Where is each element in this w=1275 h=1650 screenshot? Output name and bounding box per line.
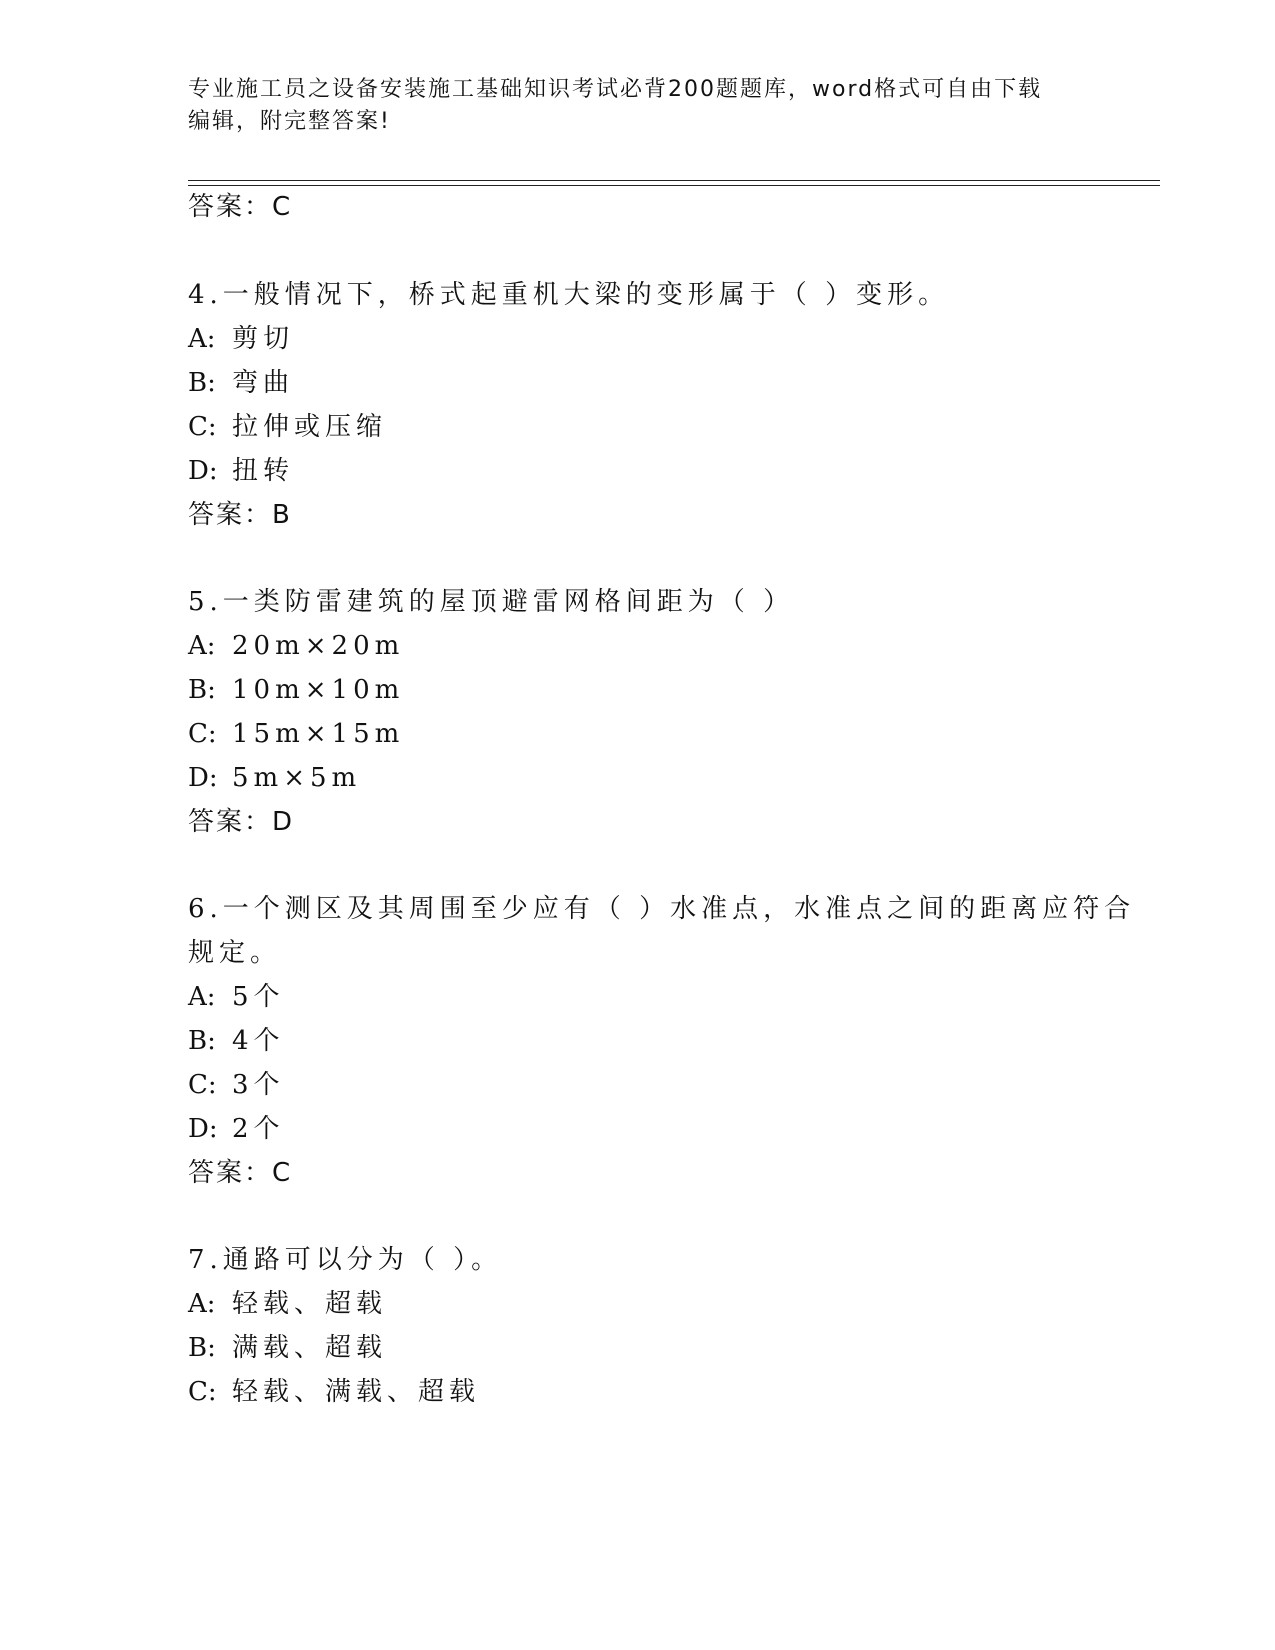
option-label: C: — [188, 719, 217, 749]
question-6-option-d — [188, 1112, 285, 1146]
question-5-option-d — [188, 761, 361, 795]
answer-q4: 答案：B — [188, 500, 292, 530]
option-label: D: — [188, 1114, 218, 1144]
option-text: 剪切 — [232, 324, 295, 354]
question-4-option-b — [188, 366, 294, 400]
header-line-1: 专业施工员之设备安装施工基础知识考试必背200题题库，word格式可自由下载 — [188, 77, 1043, 102]
question-5-option-b — [188, 673, 404, 707]
option-text: 5m×5m — [232, 763, 362, 793]
option-text: 10m×10m — [232, 675, 405, 705]
question-6-option-a — [188, 980, 285, 1014]
option-label: D: — [188, 763, 218, 793]
option-text: 轻载、满载、超载 — [232, 1377, 481, 1407]
option-text: 3个 — [232, 1070, 285, 1100]
question-7-stem: 7.通路可以分为（ ）。 — [188, 1245, 503, 1275]
option-label: A: — [188, 982, 216, 1012]
question-7-option-b — [188, 1331, 387, 1365]
option-text: 满载、超载 — [232, 1333, 388, 1363]
option-label: B: — [188, 675, 216, 705]
option-text: 弯曲 — [232, 368, 295, 398]
question-7-option-c — [188, 1375, 480, 1409]
option-text: 2个 — [232, 1114, 285, 1144]
document-header — [188, 74, 1088, 138]
answer-q6: 答案：C — [188, 1158, 293, 1188]
option-label: A: — [188, 1289, 216, 1319]
header-line-2: 编辑，附完整答案! — [188, 109, 391, 134]
question-4-stem: 4.一般情况下，桥式起重机大梁的变形属于（ ）变形。 — [188, 280, 950, 310]
option-text: 轻载、超载 — [232, 1289, 388, 1319]
option-text: 15m×15m — [232, 719, 405, 749]
option-text: 4个 — [232, 1026, 285, 1056]
option-text: 5个 — [232, 982, 285, 1012]
question-4-option-a — [188, 322, 294, 356]
question-6-stem-line-2: 规定。 — [188, 938, 282, 968]
question-6-stem-line-1: 6.一个测区及其周围至少应有（ ）水准点，水准点之间的距离应符合 — [188, 894, 1136, 924]
header-rule-bottom — [188, 185, 1160, 186]
question-7-option-a — [188, 1287, 387, 1321]
option-text: 20m×20m — [232, 631, 405, 661]
question-5-stem: 5.一类防雷建筑的屋顶避雷网格间距为（ ） — [188, 587, 795, 617]
option-text: 扭转 — [232, 456, 295, 486]
option-label: A: — [188, 324, 216, 354]
question-5-option-c — [188, 717, 404, 751]
question-6-option-c — [188, 1068, 285, 1102]
question-5-option-a — [188, 629, 404, 663]
option-label: B: — [188, 1026, 216, 1056]
option-label: B: — [188, 1333, 216, 1363]
option-label: A: — [188, 631, 216, 661]
option-label: B: — [188, 368, 216, 398]
question-6-option-b — [188, 1024, 285, 1058]
option-label: C: — [188, 412, 217, 442]
header-rule-top — [188, 180, 1160, 181]
option-label: D: — [188, 456, 218, 486]
option-text: 拉伸或压缩 — [232, 412, 388, 442]
question-4-option-c — [188, 410, 387, 444]
question-4-option-d — [188, 454, 294, 488]
option-label: C: — [188, 1070, 217, 1100]
answer-q5: 答案：D — [188, 807, 295, 837]
answer-q3: 答案：C — [188, 192, 293, 222]
option-label: C: — [188, 1377, 217, 1407]
